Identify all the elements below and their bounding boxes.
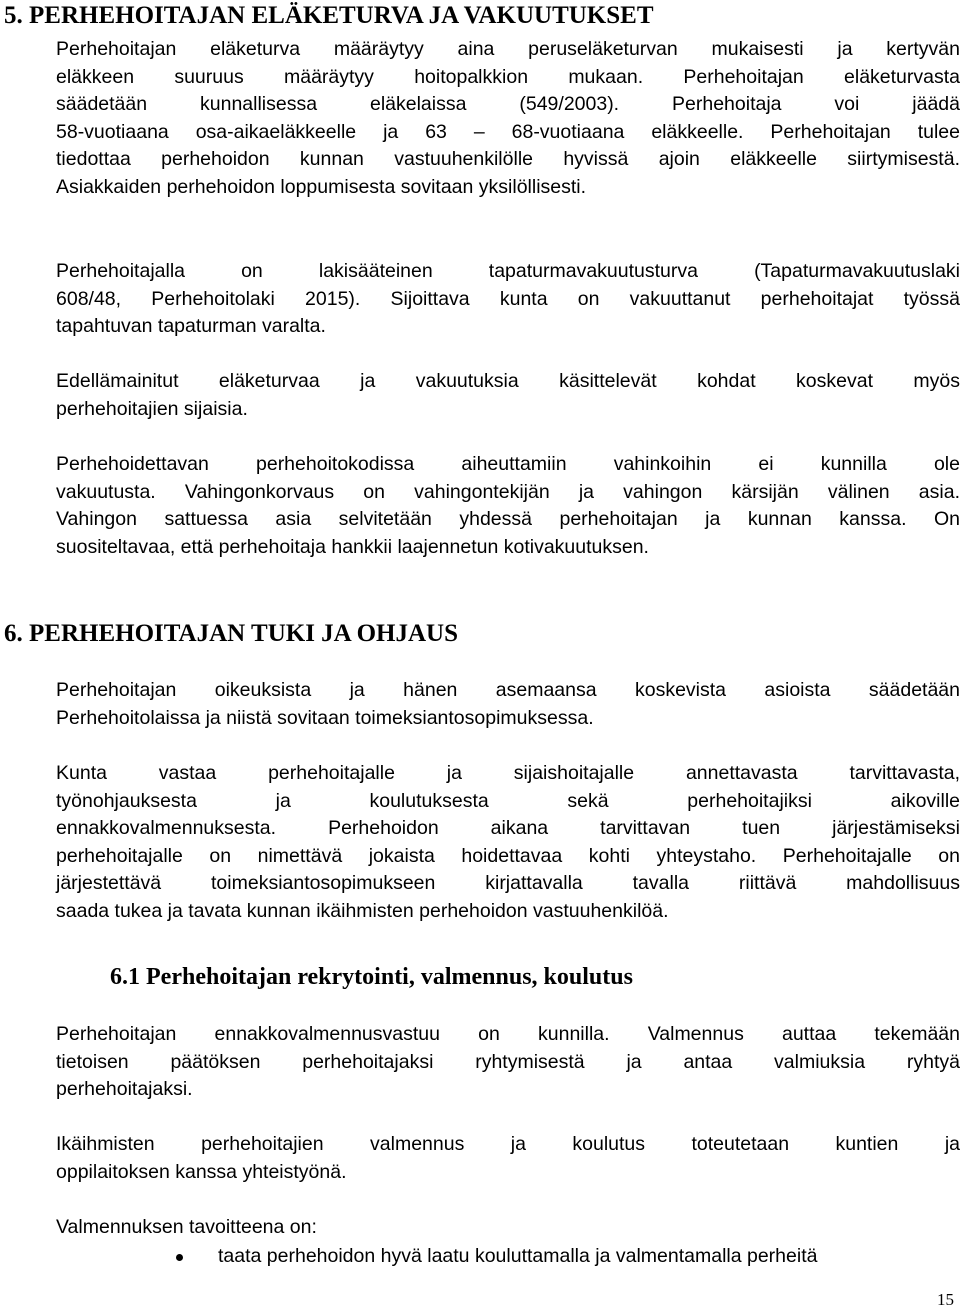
text-line: tiedottaa perhehoidon kunnan vastuuhenkilölle hyvissä ajoin eläkkeelle siirtymisestä. [56, 148, 960, 171]
text-line: saada tukea ja tavata kunnan ikäihmisten perhehoidon vastuuhenkilöä. [56, 899, 669, 922]
section-5-heading: 5. PERHEHOITAJAN ELÄKETURVA JA VAKUUTUKSET [4, 2, 654, 29]
text-line: perhehoitajalle on nimettävä jokaista hoidettavaa kohti yhteystaho. Perhehoitajalle on [56, 844, 960, 867]
text-line: 608/48, Perhehoitolaki 2015). Sijoittava kunta on vakuuttanut perhehoitajat työssä [56, 287, 960, 310]
text-line: Perhehoitajan eläketurva määräytyy aina peruseläketurvan mukaisesti ja kertyvän [56, 38, 960, 60]
section-5-paragraph-3 [56, 368, 960, 423]
text-line: Asiakkaiden perhehoidon loppumisesta sovitaan yksilöllisesti. [56, 175, 587, 198]
text-line: Perhehoitajalla on lakisääteinen tapaturmavakuutusturva (Tapaturmavakuutuslaki [56, 260, 960, 282]
text-line: Edellämainitut eläketurvaa ja vakuutuksia käsittelevät kohdat koskevat myös [56, 370, 960, 392]
text-line: perhehoitajaksi. [56, 1078, 193, 1101]
text-line: oppilaitoksen kanssa yhteistyönä. [56, 1160, 347, 1183]
section-5-paragraph-1 [56, 36, 960, 202]
text-line: Valmennuksen tavoitteena on: [56, 1216, 317, 1238]
goals-label [56, 1214, 960, 1242]
text-line: järjestettävä toimeksiantosopimukseen kirjattavalla tavalla riittävä mahdollisuus [56, 872, 960, 895]
section-6-1-paragraph-1 [56, 1021, 960, 1104]
section-5-paragraph-2 [56, 258, 960, 341]
text-line: tapahtuvan tapaturman varalta. [56, 315, 326, 338]
section-6-paragraph-1 [56, 677, 960, 732]
bullet-icon [176, 1254, 183, 1261]
text-line: Vahingon sattuessa asia selvitetään yhdessä perhehoitajan ja kunnan kanssa. On [56, 508, 960, 531]
text-line: ennakkovalmennuksesta. Perhehoidon aikana tarvittavan tuen järjestämiseksi [56, 817, 960, 840]
text-line: Perhehoitajan ennakkovalmennusvastuu on kunnilla. Valmennus auttaa tekemään [56, 1023, 960, 1045]
text-line: Perhehoitolaissa ja niistä sovitaan toimeksiantosopimuksessa. [56, 706, 594, 729]
section-5-paragraph-4 [56, 451, 960, 561]
text-line: Perhehoidettavan perhehoitokodissa aiheuttamiin vahinkoihin ei kunnilla ole [56, 453, 960, 475]
text-line: Kunta vastaa perhehoitajalle ja sijaishoitajalle annettavasta tarvittavasta, [56, 762, 960, 784]
text-line: perhehoitajien sijaisia. [56, 397, 248, 420]
bullet-text: taata perhehoidon hyvä laatu kouluttamalla ja valmentamalla perheitä [218, 1245, 818, 1267]
text-line: suositeltavaa, että perhehoitaja hankkii laajennetun kotivakuutuksen. [56, 535, 649, 558]
page-number: 15 [937, 1290, 954, 1309]
section-6-1-heading: 6.1 Perhehoitajan rekrytointi, valmennus, koulutus [110, 964, 633, 990]
section-6-1-paragraph-2 [56, 1131, 960, 1186]
text-line: vakuutusta. Vahingonkorvaus on vahingontekijän ja vahingon kärsijän välinen asia. [56, 480, 960, 503]
text-line: Ikäihmisten perhehoitajien valmennus ja koulutus toteutetaan kuntien ja [56, 1133, 960, 1155]
text-line: 58-vuotiaana osa-aikaeläkkeelle ja 63 – 68-vuotiaana eläkkeelle. Perhehoitajan tulee [56, 120, 960, 143]
text-line: eläkkeen suuruus määräytyy hoitopalkkion mukaan. Perhehoitajan eläketurvasta [56, 65, 960, 88]
section-6-paragraph-2 [56, 760, 960, 926]
text-line: Perhehoitajan oikeuksista ja hänen asemaansa koskevista asioista säädetään [56, 679, 960, 701]
text-line: säädetään kunnallisessa eläkelaissa (549/2003). Perhehoitaja voi jäädä [56, 93, 960, 116]
text-line: työnohjauksesta ja koulutuksesta sekä perhehoitajiksi aikoville [56, 789, 960, 812]
text-line: tietoisen päätöksen perhehoitajaksi ryhtymisestä ja antaa valmiuksia ryhtyä [56, 1050, 960, 1073]
section-6-heading: 6. PERHEHOITAJAN TUKI JA OHJAUS [4, 620, 459, 647]
